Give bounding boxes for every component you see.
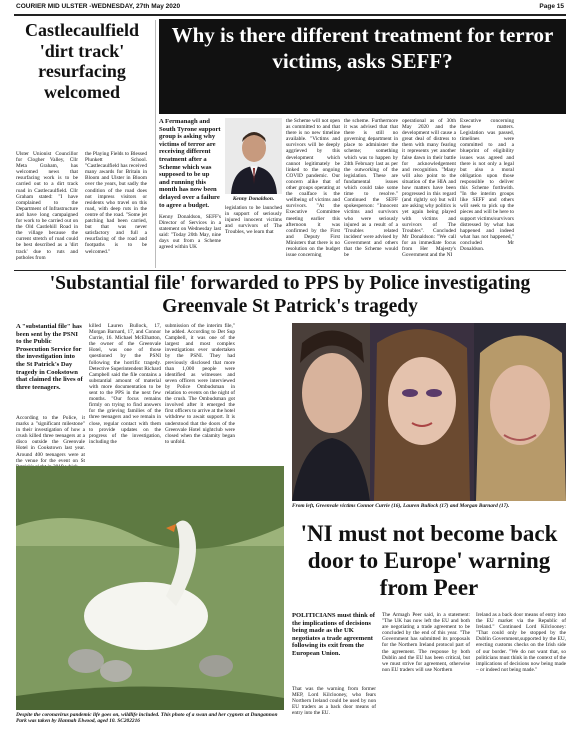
portrait-illustration [225, 118, 282, 194]
story3-col3: submission of the interim file," he added. According to Det Sup Campbell, it was one of the largest and most complex investigations ever undertaken by the PSNI. They had previously disclosed that more than 1,000 people were identified as witnesses and seven officers were interviewed by Police Ombudsman in relation to events on the night of the crush. The Ombudsman got involved after it emerged the first officers to arrive at the hotel withdrew to await support. It is understood that the doors of the Greenvale Hotel nightclub were closed when the calamity began to unfold. [165, 323, 235, 445]
story3-col1: According to the Police, it marks a "significant milestone" in their investigation of how a crush killed three teenagers at a disco outside the Greenvale Hotel in Cookstown last year. Around 400 teenagers were at the venue for the event on St [16, 415, 85, 464]
masthead-rule [14, 14, 566, 16]
victims-photo-illustration [292, 323, 566, 501]
story2-col-a: legislation to be launched in support of seriously injured innocent victims and survivors of The Troubles, we learn that [225, 205, 282, 236]
story4-headline: 'NI must not become back door to Europe' warning from Peer [300, 521, 558, 600]
story3-lead: A "substantial file" has been sent by the PSNI to the Public Prosecution Service for the investigation into the St Patrick's Day tragedy in Cookstown that claimed the lives of three teenagers. [16, 323, 83, 391]
story4-col3: Ireland as a back door means of entry into the EU market via the Republic of Ireland." Continued Lord Kilclooney: "That could only be stopped by the Dublin Government,supported by the EU, erecting customs checks on the Irish side of our border. "We do not want that, so politicians must think in the context of the implications of decisions now being made – or indeed not being made." [476, 612, 566, 673]
story2-lead-cont: Kenny Donaldson, SEFF's Director of Services in a statement on Wednesday last said: "Today 20th May, nine days out from a Scheme agreed within UK [159, 214, 221, 251]
swan-photo [16, 466, 284, 710]
kenny-donaldson-photo [225, 118, 282, 194]
victims-photo-caption: From left, Greenvale victims Connor Currie (16), Lauren Bullock (17) and Morgan Barnard (17). [292, 503, 510, 509]
story4-col2: The Armagh Peer said, in a statement: "The UK has now left the EU and both are negotiating a trade agreement to be concluded by the end of this year. "The Government has submitted its proposals for the Northern Ireland protocol part of the agreement. The response by both Dublin and the EU has been critical, but we must strive for agreement, otherwise non EU traders will use Northern [382, 612, 470, 673]
masthead-paper: COURIER MID ULSTER -WEDNESDAY, 27th May 2020 [16, 3, 181, 10]
story2-col-d: operational as of 30th May 2020 and the development will cause a great deal of distress to them with many fearing it represents yet another false dawn in their battle for acknowledgement and recognition. "Many will also point to the situation of the HIA and how matters have been progressed in this regard (and rightly so) but will are asking why politics is yet again being played with victims and survivors of The Troubles". Concluded Mr Donaldson: "We call for an immediate focus from Her Majesty's Government and the NI [402, 118, 456, 259]
story1-col2: the Playing Fields to Blessed Plunkett School. "Castlecaulfield has received many awards for Britain in Bloom and Ulster in Bloom over the years, but sadly the condition of the road does not impress visitors or residents who travel on this road, with deep ruts in the centre of the road. "Some jet patching had been carried, but that was never satisfactory and full a resurfacing of the road and footpaths is to be welcomed." [85, 151, 147, 255]
story2-lead: A Fermanagh and South Tyrone support group is asking why victims of terror are receiving different treatment after a Scheme which was supposed to be up and running this month has now been delayed over a failure to agree a budget. [159, 118, 221, 209]
story2-headline: Why is there different treatment for terror victims, asks SEFF? [171, 23, 554, 73]
kenny-photo-caption: Kenny Donaldson. [232, 196, 275, 202]
story2-col-b: the Scheme will not open as committed to and that there is no new timeline available. "Victims and survivors will be deeply aggrieved by this development which cannot legitimately be linked to the ongoing COVID pandemic. Our concern alike that of other groups operating at the coalface is the wellbeing of victims and survivors. "At the Executive Committee meeting earlier this afternoon it was confirmed by the First and Deputy First Ministers that there is no resolution on the budget issue concerning [286, 118, 340, 259]
masthead-page: Page 15 [539, 3, 564, 10]
story2-col-c: the scheme. Furthermore it was advised that that there is still no governing department in place to administer the scheme; something which was to happen by 24th February last as per the outworking of the legislation. These are fundamental issues which could take some time to resolve." Continued the SEFF spokesperson: "Innocent victims and survivors who were seriously injured as a result of a 'Troubles related incident' were advised by Government and others that the Scheme would be [344, 118, 398, 259]
story3-col2: killed Lauren Bullock, 17, Morgan Barnard, 17, and Connor Currie, 16. Michael McElhatton, the owner of the Greenvale Hotel, was one of those questioned by the PSNI following the horrific tragedy. Detective Superintendent Richard Campbell said the file contains a substantial amount of material with more documentation to be sent to the PPS in the next few months. "Our focus remains firmly on trying to find answers for the grieving families of the three teenagers and we remain in close, regular contact with them to provide updates on the progress of the investigation, including the [89, 323, 161, 445]
story1-col1: Ulster Unionist Councillor for Clogher Valley, Cllr Meta Graham, has welcomed news that resurfacing work is to be carried out to a dirt track road in Castlecaulfield. Cllr Graham stated: "I have complained to the Department of Infrastructure and have long campaigned for work to be carried out on the Old Castlehill Road in the village because the current stretch of road could be best described as a 'dirt track' due to ruts and potholes from [16, 151, 78, 261]
story4-lead: POLITICIANS must think of the implications of decisions being made as the UK negotiates a trade agreement following its exit from the European Union. [292, 612, 375, 657]
swan-photo-caption: Despite the coronavirus pandemic life goes on, wildlife included. This photo of a swan and her cygnets at Dungannon Park was taken by Hannah Elwood, aged 10. SC202216 [16, 712, 278, 725]
column-divider [155, 20, 156, 268]
section-rule [14, 270, 566, 271]
story1-headline: Castlecaulfield 'dirt track' resurfacing welcomed [25, 20, 139, 102]
swan-photo-illustration [16, 466, 284, 710]
story2-col-e: Executive concerning these matters. Legislation was passed, timelines were committed to and a blueprint of eligibility issues was agreed and there is not only a legal but also a moral obligation upon those responsible to deliver this Scheme forthwith. "In the interim groups like SEFF and others will seek to pick up the pieces and will be here to support victims/survivors distressed by what has happened and indeed what has not happened," concluded Mr Donaldson. [460, 118, 514, 252]
greenvale-victims-photo [292, 323, 566, 501]
story4-col1: That was the warning from former MEP, Lord Kilclooney, who fears Northern Ireland could be used by non EU traders as a back door means of entry into the EU. [292, 686, 376, 717]
story3-headline: 'Substantial file' forwarded to PPS by Police investigating Greenvale St Patrick's tragedy [49, 273, 531, 317]
